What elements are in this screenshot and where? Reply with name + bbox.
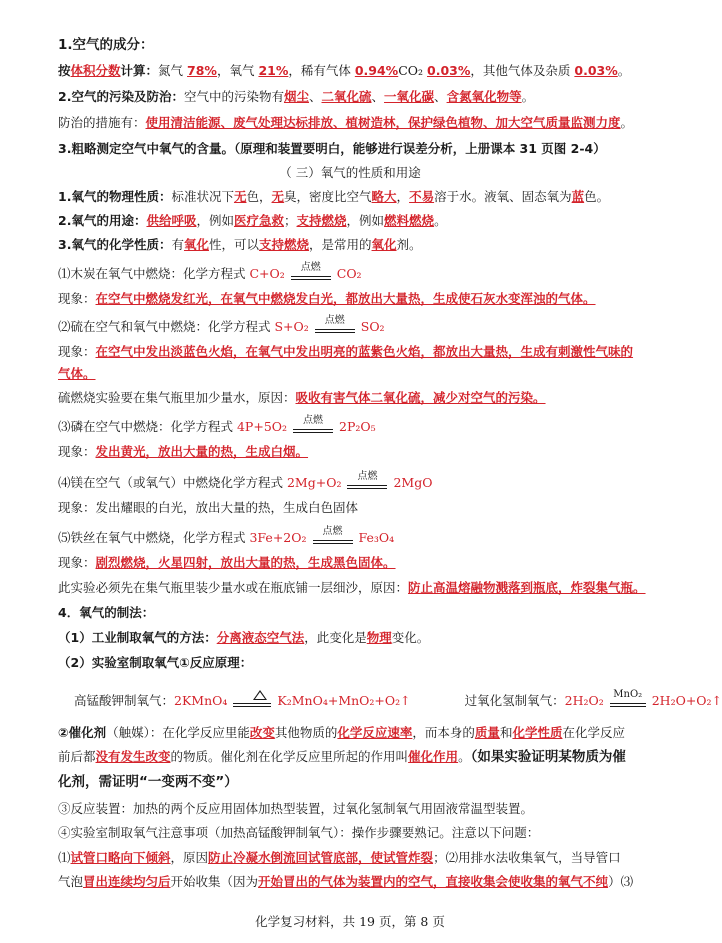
page-footer: 化学复习材料，共 19 页，第 8 页 (255, 914, 445, 929)
note-iron-sand: 此实验必须先在集气瓶里装少量水或在瓶底铺一层细沙，原因：防止高温熔融物溅落到瓶底，炸裂集气瓶。 (58, 580, 646, 595)
line-lab-method: （2）实验室制取氧气①反应原理： (58, 655, 253, 670)
phenomenon-iron: 现象：剧烈燃烧，火星四射，放出大量的热，生成黑色固体。 (58, 555, 396, 570)
section-title-preparation: 4．氧气的制法： (58, 605, 155, 620)
note-sulfur-water: 硫燃烧实验要在集气瓶里加少量水，原因：吸收有害气体二氧化硫，减少对空气的污染。 (58, 390, 546, 405)
phenomenon-magnesium: 现象：发出耀眼的白光，放出大量的热，生成白色固体 (58, 500, 359, 515)
line-air-pollution: 2.空气的污染及防治：空气中的污染物有烟尘、二氧化硫、一氧化碳、含氮氧化物等。 (58, 89, 535, 104)
line-air-volume: 按体积分数计算：氮气 78%，氧气 21%，稀有气体 0.94%CO₂ 0.03%，其他气体及杂质 0.03%。 (58, 63, 631, 78)
line-precaution-1: ⑴试管口略向下倾斜，原因防止冷凝水倒流回试管底部，使试管炸裂；⑵用排水法收集氧气，当导管口 (58, 850, 621, 865)
heat-arrow (231, 693, 273, 711)
phenomenon-phosphorus: 现象：发出黄光，放出大量的热，生成白烟。 (58, 444, 309, 459)
reaction-arrow: 点燃 (345, 475, 389, 493)
line-oxygen-physical: 1.氧气的物理性质：标准状况下无色，无臭，密度比空气略大，不易溶于水。液氧、固态氧为蓝色。 (58, 189, 610, 204)
line-precautions: ④实验室制取氧气注意事项（加热高锰酸钾制氧气）：操作步骤要熟记。注意以下问题： (58, 825, 540, 840)
reaction-arrow: 点燃 (291, 419, 335, 437)
reaction-iron: ⑸铁丝在氧气中燃烧，化学方程式 3Fe+2O₂ 点燃 Fe₃O₄ (58, 529, 394, 548)
section-heading-oxygen: （ 三）氧气的性质和用途 (279, 165, 421, 180)
line-oxygen-chemical: 3.氧气的化学性质：有氧化性，可以支持燃烧，是常用的氧化剂。 (58, 237, 422, 252)
line-oxygen-measurement: 3.粗略测定空气中氧气的含量。（原理和装置要明白，能够进行误差分析，上册课本 31 页图 2-4） (58, 141, 606, 156)
section-title-air-composition: 1.空气的成分： (58, 37, 154, 53)
line-catalyst-1: ②催化剂（触媒）：在化学反应里能改变其他物质的化学反应速率，而本身的质量和化学性质在化学反应 (58, 725, 625, 740)
line-catalyst-3: 化剂，需证明“一变两不变”） (58, 774, 238, 790)
reaction-arrow: 点燃 (289, 266, 333, 284)
line-oxygen-uses: 2.氧气的用途：供给呼吸，例如医疗急救；支持燃烧，例如燃料燃烧。 (58, 213, 447, 228)
reaction-arrow: 点燃 (311, 530, 355, 548)
reaction-sulfur: ⑵硫在空气和氧气中燃烧：化学方程式 S+O₂ 点燃 SO₂ (58, 318, 385, 337)
catalyst-arrow: MnO₂ (608, 693, 648, 711)
phenomenon-sulfur-cont: 气体。 (58, 366, 96, 381)
line-catalyst-2: 前后都没有发生改变的物质。催化剂在化学反应里所起的作用叫催化作用。（如果实验证明某物质为催 (58, 749, 626, 765)
line-precaution-2: 气泡冒出连续均匀后开始收集（因为开始冒出的气体为装置内的空气，直接收集会使收集的氧气不纯）⑶ (58, 874, 634, 889)
reaction-carbon: ⑴木炭在氧气中燃烧：化学方程式 C+O₂ 点燃 CO₂ (58, 265, 362, 284)
reaction-magnesium: ⑷镁在空气（或氧气）中燃烧化学方程式 2Mg+O₂ 点燃 2MgO (58, 474, 432, 493)
line-pollution-measures: 防治的措施有：使用清洁能源、废气处理达标排放、植树造林，保护绿色植物、加大空气质量监测力度。 (58, 115, 634, 130)
line-industrial-method: （1）工业制取氧气的方法：分离液态空气法，此变化是物理变化。 (58, 630, 430, 645)
reaction-arrow: 点燃 (313, 319, 357, 337)
phenomenon-sulfur: 现象：在空气中发出淡蓝色火焰，在氧气中发出明亮的蓝紫色火焰，都放出大量热，生成有刺激性气味的 (58, 344, 634, 359)
line-reaction-apparatus: ③反应装置：加热的两个反应用固体加热型装置，过氧化氢制氧气用固液常温型装置。 (58, 801, 534, 816)
reaction-phosphorus: ⑶磷在空气中燃烧：化学方程式 4P+5O₂ 点燃 2P₂O₅ (58, 418, 376, 437)
line-lab-equations: 高锰酸钾制氧气：2KMnO₄ K₂MnO₄+MnO₂+O₂↑ 过氧化氢制氧气：2H₂O₂ MnO₂ 2H₂O+O₂↑ (74, 692, 722, 711)
phenomenon-carbon: 现象：在空气中燃烧发红光，在氧气中燃烧发白光，都放出大量热，生成使石灰水变浑浊的气体。 (58, 291, 596, 306)
